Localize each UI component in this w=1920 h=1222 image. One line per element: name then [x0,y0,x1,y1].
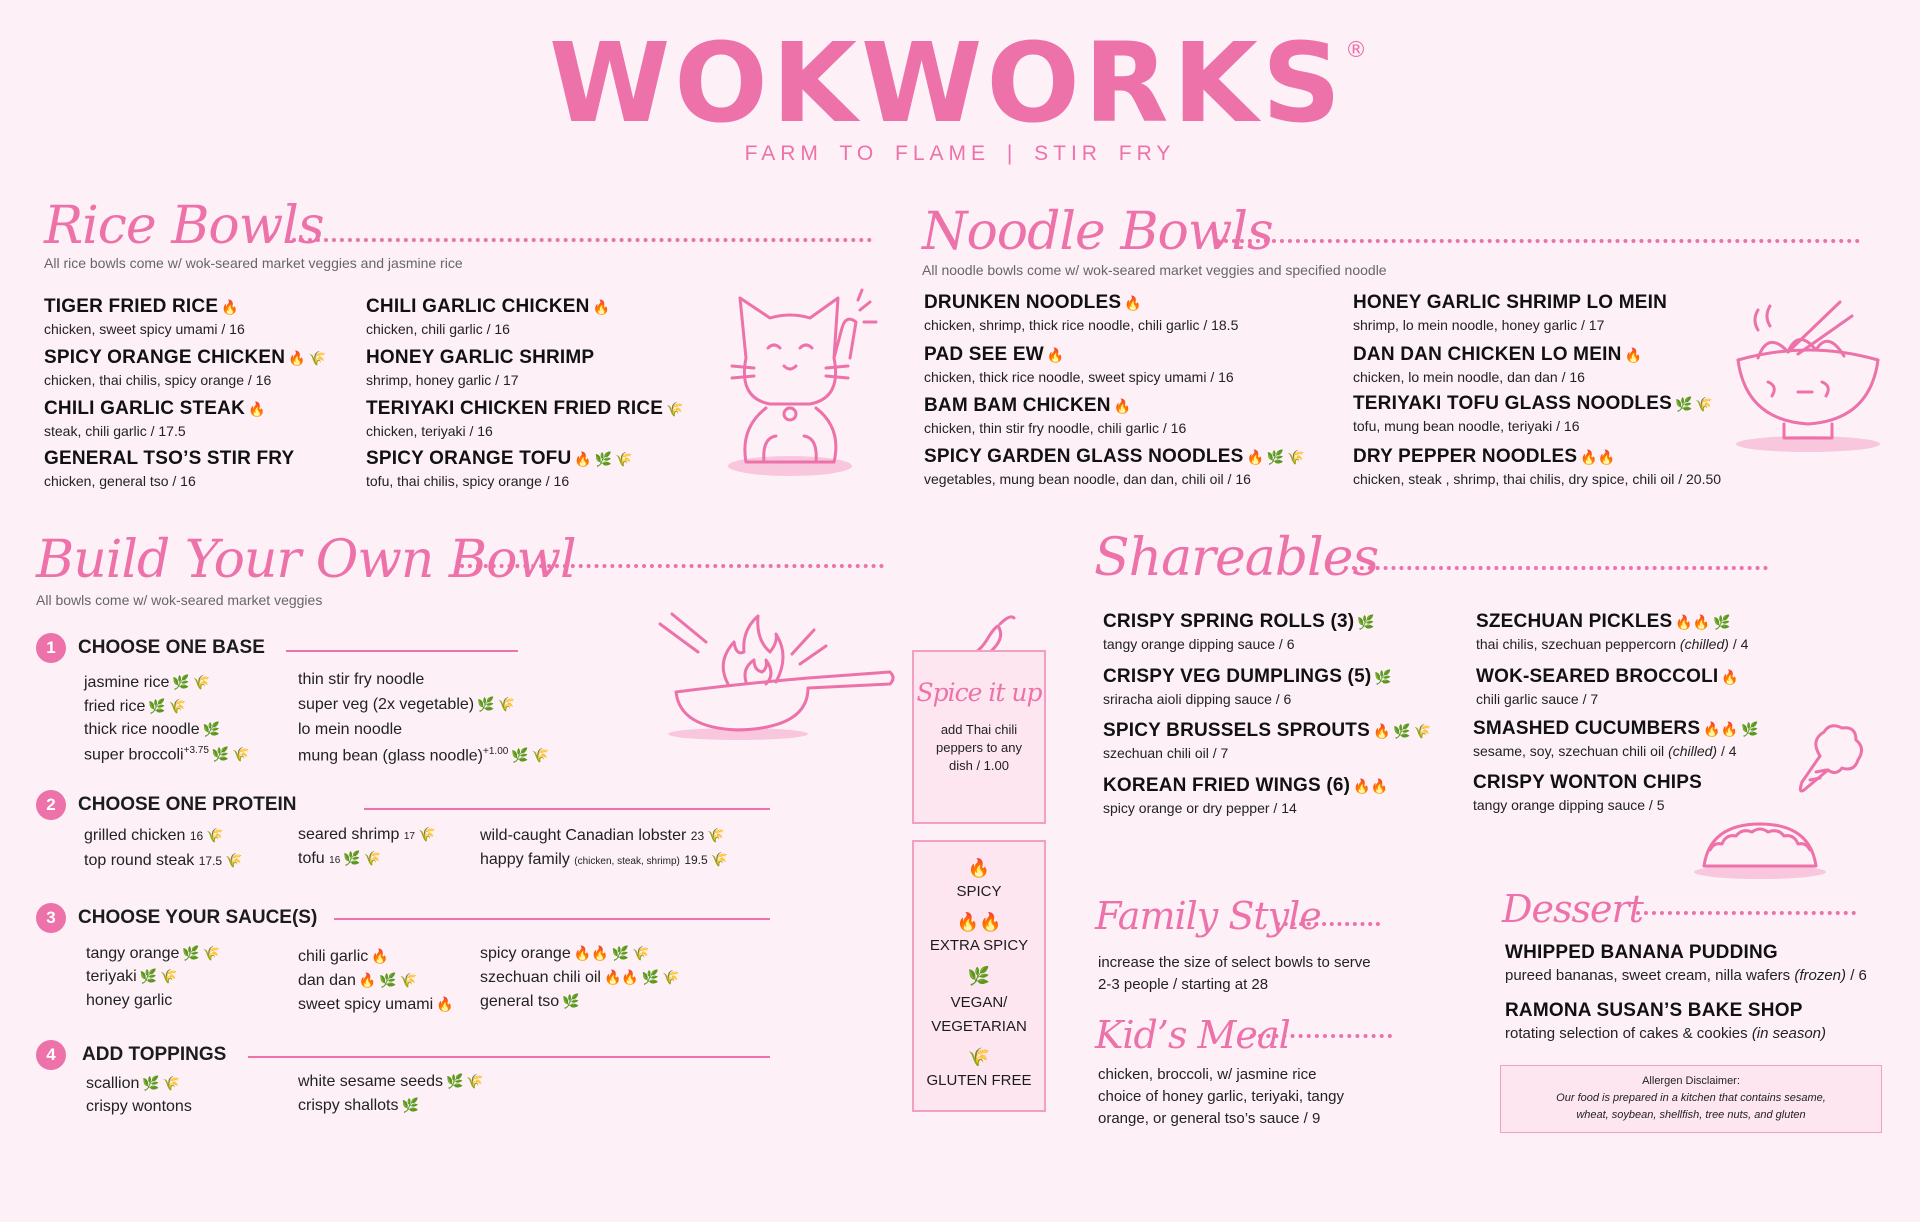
flame-icon: 🔥🔥 [1675,614,1711,630]
step-number: 2 [36,790,66,820]
item-desc: chicken, thin stir fry noodle, chili garlic / 16 [924,420,1187,436]
item-desc: chicken, steak , shrimp, thai chilis, dry spice, chili oil / 20.50 [1353,471,1722,487]
item-desc: steak, chili garlic / 17.5 [44,423,186,439]
item-name: BAM BAM CHICKEN [924,395,1111,416]
item-name: WHIPPED BANANA PUDDING [1505,942,1778,963]
menu-item [1505,942,1885,984]
menu-item [1476,666,1836,707]
menu-item [44,347,374,388]
step-4 [36,1040,226,1070]
broccoli-illustration [1790,720,1870,800]
item-desc: sriracha aioli dipping sauce / 6 [1103,691,1292,707]
noodle-bowl-illustration [1728,300,1888,460]
item-desc: sesame, soy, szechuan chili oil (chilled) / 4 [1473,743,1737,759]
step-3 [36,903,317,933]
item-desc: chicken, general tso / 16 [44,473,196,489]
sauce-option: teriyaki 🌿 🌾 [86,968,178,985]
flame-icon: 🔥 [221,299,239,315]
spice-title: Spice it up [916,678,1042,707]
item-desc: chicken, shrimp, thick rice noodle, chili garlic / 18.5 [924,317,1239,333]
menu-item [1103,666,1463,707]
menu-item [1353,344,1773,385]
topping-option: white sesame seeds 🌿 🌾 [298,1073,484,1090]
menu-item [1505,1000,1885,1042]
item-desc: tangy orange dipping sauce / 5 [1473,797,1665,813]
wheat-icon: 🌾 [1287,449,1305,465]
flame-icon: 🔥 [1721,669,1739,685]
item-name: DRY PEPPER NOODLES [1353,446,1578,467]
item-desc: pureed bananas, sweet cream, nilla wafers (frozen) / 6 [1505,967,1867,984]
legend-gluten-free: GLUTEN FREE [926,1072,1032,1089]
item-desc: vegetables, mung bean noodle, dan dan, chili oil / 16 [924,471,1251,487]
dumpling-illustration [1690,820,1830,880]
base-option: fried rice 🌿 🌾 [84,698,187,715]
item-desc: chicken, thai chilis, spicy orange / 16 [44,372,272,388]
sauce-option: general tso 🌿 [480,993,580,1010]
family-divider [1276,922,1380,926]
item-desc: chili garlic sauce / 7 [1476,691,1599,707]
protein-option: tofu 16 🌿 🌾 [298,850,382,867]
item-name: GENERAL TSO’S STIR FRY [44,448,295,469]
leaf-icon: 🌿 [1266,449,1285,465]
menu-item [924,446,1344,487]
item-name: CRISPY VEG DUMPLINGS (5) [1103,666,1372,687]
menu-item [44,296,374,337]
registered-mark: ® [1345,38,1372,63]
flame-icon: 🔥 [967,858,991,878]
brand-tagline: FARM TO FLAME | STIR FRY [744,142,1176,165]
allergen-disclaimer-box [1500,1065,1882,1133]
allergen-title: Allergen Disclaimer: [1642,1075,1740,1087]
brand-name: WOKWORKS [548,19,1346,147]
step-number: 1 [36,633,66,663]
base-option: thin stir fry noodle [298,671,425,688]
allergen-text-2: wheat, soybean, shellfish, tree nuts, and gluten [1576,1109,1806,1121]
flame-icon: 🔥 [592,299,610,315]
menu-item [1476,611,1836,652]
item-name: KOREAN FRIED WINGS (6) [1103,775,1351,796]
menu-item [924,344,1344,385]
protein-option: top round steak 17.5 🌾 [84,852,243,869]
step-line [248,1056,770,1058]
leaf-icon: 🌿 [1674,396,1693,412]
protein-option: grilled chicken 16 🌾 [84,827,224,844]
protein-option: seared shrimp 17 🌾 [298,826,436,843]
flame-icon: 🔥 [574,451,592,467]
protein-option: happy family (chicken, steak, shrimp) 19.5 🌾 [480,851,729,868]
item-desc: chicken, lo mein noodle, dan dan / 16 [1353,369,1585,385]
wheat-icon: 🌾 [666,401,684,417]
flame-icon: 🔥 [248,401,266,417]
step-title: CHOOSE YOUR SAUCE(S) [78,907,318,928]
topping-option: crispy shallots 🌿 [298,1097,419,1114]
flame-icon: 🔥 [1124,295,1142,311]
dessert-title: Dessert [1502,887,1643,931]
sauce-option: dan dan 🔥 🌿 🌾 [298,972,418,989]
item-name: WOK-SEARED BROCCOLI [1476,666,1719,687]
item-name: DRUNKEN NOODLES [924,292,1122,313]
allergen-text-1: Our food is prepared in a kitchen that contains sesame, [1556,1092,1826,1104]
item-desc: chicken, chili garlic / 16 [366,321,510,337]
item-desc: spicy orange or dry pepper / 14 [1103,800,1297,816]
item-name: CHILI GARLIC CHICKEN [366,296,590,317]
step-title: CHOOSE ONE PROTEIN [78,794,297,815]
wheat-icon: 🌾 [1695,396,1713,412]
item-desc: rotating selection of cakes & cookies (in season) [1505,1025,1827,1042]
flame-icon: 🔥🔥 [956,912,1002,932]
family-style-title: Family Style [1095,894,1321,938]
item-name: SPICY ORANGE CHICKEN [44,347,286,368]
wheat-icon: 🌾 [615,451,633,467]
menu-item [366,347,696,388]
leaf-icon: 🌿 [1374,669,1392,685]
item-desc: tofu, mung bean noodle, teriyaki / 16 [1353,418,1580,434]
leaf-icon: 🌿 [1713,614,1731,630]
menu-item [924,395,1344,436]
item-name: PAD SEE EW [924,344,1044,365]
wheat-icon: 🌾 [308,350,327,366]
spice-it-up-box [912,650,1046,824]
leaf-icon: 🌿 [1741,721,1759,737]
step-line [334,918,770,920]
flame-icon: 🔥 [1372,723,1391,739]
byo-note: All bowls come w/ wok-seared market veggies [36,592,323,608]
kids-text-3: orange, or general tso’s sauce / 9 [1098,1110,1321,1127]
item-desc: tangy orange dipping sauce / 6 [1103,636,1295,652]
item-desc: tofu, thai chilis, spicy orange / 16 [366,473,570,489]
step-title: ADD TOPPINGS [82,1044,227,1065]
flame-icon: 🔥🔥 [1353,778,1389,794]
item-name: TERIYAKI TOFU GLASS NOODLES [1353,393,1672,414]
byo-divider [460,564,884,568]
menu-item [366,296,696,337]
sauce-option: sweet spicy umami 🔥 [298,996,454,1013]
menu-item [44,448,374,489]
item-name: HONEY GARLIC SHRIMP LO MEIN [1353,292,1668,313]
flame-icon: 🔥🔥 [1703,721,1739,737]
item-name: HONEY GARLIC SHRIMP [366,347,595,368]
shareables-title: Shareables [1094,528,1379,588]
item-name: TERIYAKI CHICKEN FRIED RICE [366,398,664,419]
topping-option: crispy wontons [86,1098,192,1115]
item-name: CRISPY WONTON CHIPS [1473,772,1703,793]
kids-meal-title: Kid’s Meal [1095,1013,1290,1057]
shareables-divider [1344,566,1768,570]
rice-divider [292,238,872,242]
base-option: mung bean (glass noodle)$^{+1.00}$ 🌿 🌾 [298,746,550,765]
item-name: DAN DAN CHICKEN LO MEIN [1353,344,1622,365]
rice-bowls-title: Rice Bowls [44,196,324,256]
menu-item [1103,611,1463,652]
menu-item [1353,393,1773,434]
item-name: TIGER FRIED RICE [44,296,219,317]
legend-vegan: VEGAN/ VEGETARIAN [931,994,1027,1035]
base-option: jasmine rice 🌿 🌾 [84,674,211,691]
legend-extra-spicy: EXTRA SPICY [929,937,1029,954]
brand-logo [0,19,1920,147]
item-desc: chicken, thick rice noodle, sweet spicy umami / 16 [924,369,1234,385]
flame-icon: 🔥 [1246,449,1264,465]
menu-item [1473,718,1833,759]
wheat-icon: 🌾 [967,1047,991,1067]
noodle-divider [1216,239,1860,243]
icon-legend-box [912,840,1046,1112]
menu-item [924,292,1344,333]
flame-icon: 🔥 [1624,347,1642,363]
item-name: SPICY GARDEN GLASS NOODLES [924,446,1244,467]
family-text-1: increase the size of select bowls to serve [1098,954,1371,971]
wheat-icon: 🌾 [1413,723,1432,739]
noodle-note: All noodle bowls come w/ wok-seared market veggies and specified noodle [922,262,1387,278]
menu-item [1353,292,1773,333]
step-2 [36,790,297,820]
menu-item [1473,772,1833,813]
leaf-icon: 🌿 [967,966,991,986]
leaf-icon: 🌿 [1393,723,1411,739]
item-name: SPICY BRUSSELS SPROUTS [1103,720,1370,741]
menu-item [44,398,374,439]
item-desc: szechuan chili oil / 7 [1103,745,1229,761]
base-option: super veg (2x vegetable) 🌿 🌾 [298,696,515,713]
step-1 [36,633,265,663]
base-option: super broccoli$^{+3.75}$ 🌿 🌾 [84,745,250,764]
topping-option: scallion 🌿 🌾 [86,1075,181,1092]
sauce-option: honey garlic [86,992,173,1009]
item-desc: thai chilis, szechuan peppercorn (chilled) / 4 [1476,636,1749,652]
item-name: CRISPY SPRING ROLLS (3) [1103,611,1355,632]
menu-item [1103,775,1463,816]
byo-title: Build Your Own Bowl [36,530,576,590]
menu-item [366,398,696,439]
item-name: CHILI GARLIC STEAK [44,398,245,419]
sauce-option: chili garlic 🔥 [298,948,389,965]
dessert-divider [1636,911,1856,915]
base-option: lo mein noodle [298,721,403,738]
flame-icon: 🔥 [1113,398,1132,414]
spice-text: add Thai chili peppers to any dish / 1.00 [935,722,1022,773]
flame-icon: 🔥🔥 [1580,449,1616,465]
item-desc: shrimp, lo mein noodle, honey garlic / 17 [1353,317,1605,333]
sauce-option: tangy orange 🌿 🌾 [86,945,221,962]
step-line [286,650,518,652]
step-number: 4 [36,1040,66,1070]
kids-divider [1250,1034,1392,1038]
kids-text-2: choice of honey garlic, teriyaki, tangy [1098,1088,1344,1105]
leaf-icon: 🌿 [1357,614,1375,630]
flame-icon: 🔥 [288,350,306,366]
leaf-icon: 🌿 [594,451,613,467]
base-option: thick rice noodle 🌿 [84,721,221,738]
step-number: 3 [36,903,66,933]
item-name: SPICY ORANGE TOFU [366,448,572,469]
item-name: RAMONA SUSAN’S BAKE SHOP [1505,1000,1803,1021]
flame-icon: 🔥 [1046,347,1065,363]
sauce-option: spicy orange 🔥🔥 🌿 🌾 [480,945,650,962]
sauce-option: szechuan chili oil 🔥🔥 🌿 🌾 [480,969,680,986]
item-name: SMASHED CUCUMBERS [1473,718,1701,739]
item-desc: chicken, teriyaki / 16 [366,423,493,439]
legend-spicy: SPICY [956,883,1002,900]
menu-item [366,448,696,489]
item-desc: shrimp, honey garlic / 17 [366,372,519,388]
lucky-cat-illustration [718,288,878,478]
protein-option: wild-caught Canadian lobster 23 🌾 [480,827,725,844]
step-title: CHOOSE ONE BASE [78,637,265,658]
family-text-2: 2-3 people / starting at 28 [1098,976,1269,993]
step-line [364,808,770,810]
noodle-bowls-title: Noodle Bowls [922,202,1273,262]
item-name: SZECHUAN PICKLES [1476,611,1673,632]
item-desc: chicken, sweet spicy umami / 16 [44,321,245,337]
rice-note: All rice bowls come w/ wok-seared market veggies and jasmine rice [44,255,463,271]
menu-item [1103,720,1463,761]
kids-text-1: chicken, broccoli, w/ jasmine rice [1098,1066,1317,1083]
wok-flame-illustration [658,612,898,742]
